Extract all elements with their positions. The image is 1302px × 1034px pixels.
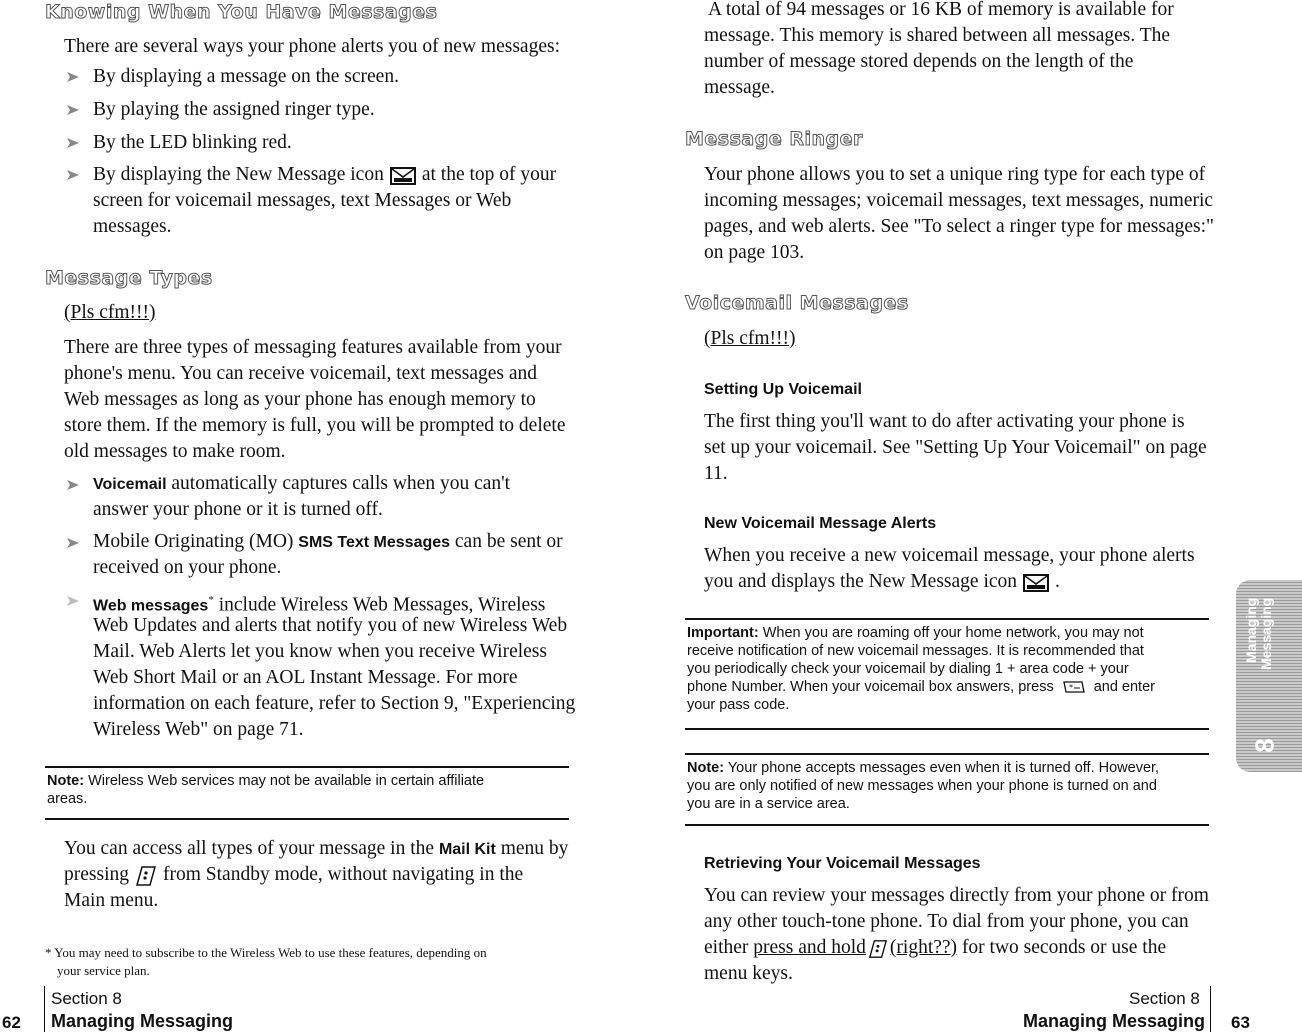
- memory-line: A total of 94 messages or 16 KB of memory is available for: [708, 0, 1174, 20]
- note-box: [685, 753, 1209, 826]
- star-key-icon: [1062, 679, 1086, 695]
- confirm-note: (Pls cfm!!!): [704, 328, 796, 349]
- alert4-text-d: messages.: [93, 216, 172, 237]
- access-text-c: pressing: [64, 864, 129, 885]
- setup-line: set up your voicemail. See "Setting Up Your Voicemail" on page: [704, 437, 1207, 458]
- alert4-text-b: at the top of your: [421, 164, 557, 185]
- alert-item: By the LED blinking red.: [93, 132, 292, 153]
- note-text: you are only notified of new messages when your phone is turned on and: [687, 778, 1157, 794]
- type3-line: Web Short Mail or an AOL Instant Message. For more: [93, 667, 518, 688]
- term-sms-text-messages: SMS Text Messages: [298, 534, 451, 551]
- note-text: Wireless Web services may not be available in certain affiliate: [88, 773, 485, 789]
- thumb-tab-label: [1244, 598, 1284, 698]
- types-paragraph-line: store them. If the memory is full, you will be prompted to delete: [64, 415, 566, 436]
- type3-line: Wireless Web" on page 71.: [93, 719, 304, 740]
- svg-text:*: *: [1068, 683, 1073, 693]
- alerts-text-b: you and displays the New Message icon: [704, 571, 1018, 592]
- important-label: Important:: [687, 625, 759, 641]
- important-text: When you are roaming off your home network, you may not: [762, 625, 1144, 641]
- alert4-text-c: screen for voicemail messages, text Messages or Web: [93, 190, 512, 211]
- retrieve-text: either: [704, 937, 749, 958]
- page-number: 63: [1231, 1013, 1250, 1032]
- ringer-line: incoming messages; voicemail messages, text messages, numeric: [704, 190, 1214, 211]
- type3-line: Mail. Web Alerts let you know when you receive Wireless: [93, 641, 547, 662]
- thumb-tab-number: 8: [1249, 738, 1280, 753]
- ringer-line: Your phone allows you to set a unique ring type for each type of: [704, 164, 1206, 185]
- alert-item-new-message-icon: [93, 162, 573, 188]
- ringer-line: pages, and web alerts. See "To select a ringer type for messages:": [704, 216, 1214, 237]
- bullet-arrow-icon: [66, 168, 80, 182]
- retrieve-line: menu keys.: [704, 963, 793, 984]
- important-text-e: and enter: [1093, 679, 1155, 695]
- footnote-marker: *: [208, 594, 214, 606]
- subhead-new-voicemail-alerts: New Voicemail Message Alerts: [704, 515, 937, 532]
- access-text-line2: [64, 862, 523, 888]
- type2-text: Mobile Originating (MO): [93, 531, 294, 552]
- retrieve-line: any other touch-tone phone. To dial from your phone, you can: [704, 911, 1189, 932]
- type3-line: information on each feature, refer to Section 9, "Experiencing: [93, 693, 576, 714]
- types-paragraph-line: Web messages as long as your phone has enough memory to: [64, 389, 536, 410]
- note-box: [45, 766, 569, 820]
- term-web-messages: Web messages: [93, 597, 209, 615]
- alert-item: By displaying a message on the screen.: [93, 66, 399, 87]
- types-paragraph-line: phone's menu. You can receive voicemail, text messages and: [64, 363, 538, 384]
- footer-divider: [44, 986, 45, 1032]
- retrieve-line: You can review your messages directly from your phone or from: [704, 885, 1209, 906]
- note-text-b: areas.: [47, 791, 88, 807]
- retrieve-underlined: press and hold: [753, 937, 866, 958]
- type1-text-b: answer your phone or it is turned off.: [93, 499, 383, 520]
- footer-title: Managing Messaging: [51, 1011, 234, 1031]
- access-text-a: You can access all types of your message in the: [64, 838, 435, 859]
- important-box: [685, 618, 1209, 730]
- alerts-line-icon: [704, 569, 1060, 595]
- footnote-line: * You may need to subscribe to the Wireless Web to use these features, depending on: [45, 945, 487, 960]
- type1-text: automatically captures calls when you can't: [171, 473, 511, 494]
- type3-text: include Wireless Web Messages, Wireless: [218, 594, 546, 616]
- access-text-e: Main menu.: [64, 890, 159, 911]
- alert4-text-a: By displaying the New Message icon: [93, 164, 384, 185]
- type-sms: [93, 529, 563, 556]
- heading-knowing-messages: Knowing When You Have Messages: [45, 1, 438, 23]
- access-text-b: menu by: [500, 838, 569, 859]
- type-voicemail: [93, 471, 510, 498]
- new-message-icon: [390, 167, 416, 185]
- retrieve-line-icon: [704, 935, 1166, 961]
- type2-text-c: received on your phone.: [93, 557, 282, 578]
- important-text-f: your pass code.: [687, 697, 790, 713]
- subhead-retrieving-voicemail: Retrieving Your Voicemail Messages: [704, 855, 981, 872]
- note-label: Note:: [47, 773, 85, 789]
- subhead-setting-up-voicemail: Setting Up Voicemail: [704, 381, 862, 398]
- memory-line: number of message stored depends on the length of the: [704, 51, 1134, 72]
- footer-title: Managing Messaging: [1023, 1011, 1206, 1031]
- bullet-arrow-icon: [66, 478, 80, 492]
- menu-key-icon: [868, 938, 888, 960]
- memory-line: message.: [704, 77, 775, 98]
- setup-line: 11.: [704, 463, 728, 484]
- note-label: Note:: [687, 760, 725, 776]
- heading-voicemail-messages: Voicemail Messages: [685, 292, 909, 314]
- alerts-line: When you receive a new voicemail message, your phone alerts: [704, 545, 1195, 566]
- new-message-icon: [1023, 574, 1049, 592]
- footer-section: Section 8: [1129, 989, 1200, 1008]
- bullet-arrow-icon: [66, 594, 80, 608]
- footer-section: Section 8: [51, 989, 122, 1008]
- important-text: you periodically check your voicemail by dialing 1 + area code + your: [687, 661, 1129, 677]
- setup-line: The first thing you'll want to do after activating your phone is: [704, 411, 1185, 432]
- bullet-arrow-icon: [66, 70, 80, 84]
- access-text-d: from Standby mode, without navigating in the: [163, 864, 524, 885]
- alert-item: By playing the assigned ringer type.: [93, 99, 375, 120]
- access-text: [64, 836, 568, 863]
- term-voicemail: Voicemail: [93, 476, 167, 493]
- footer-divider: [1210, 986, 1211, 1032]
- bullet-arrow-icon: [66, 103, 80, 117]
- term-mail-kit: Mail Kit: [438, 841, 496, 858]
- note-text: you are in a service area.: [687, 796, 850, 812]
- heading-message-ringer: Message Ringer: [685, 128, 863, 150]
- menu-key-icon: [135, 865, 157, 887]
- retrieve-text-c4: for two seconds or use the: [961, 937, 1167, 958]
- types-paragraph-line: old messages to make room.: [64, 441, 286, 462]
- types-paragraph-line: There are three types of messaging features available from your: [64, 337, 562, 358]
- bullet-arrow-icon: [66, 136, 80, 150]
- bullet-arrow-icon: [66, 536, 80, 550]
- important-text: receive notification of new voicemail messages. It is recommended that: [687, 643, 1144, 659]
- type3-line: Web Updates and alerts that notify you of new Wireless Web: [93, 615, 568, 636]
- footnote-line: your service plan.: [57, 963, 150, 978]
- retrieve-question: (right??): [889, 937, 958, 958]
- ringer-line: on page 103.: [704, 242, 805, 263]
- thumb-tab-label-line2: Messaging: [1258, 598, 1274, 671]
- important-text-d: phone Number. When your voicemail box answers, press: [687, 679, 1054, 695]
- page-number: 62: [2, 1013, 21, 1032]
- note-text: Your phone accepts messages even when it is turned off. However,: [727, 760, 1160, 776]
- right-page: [651, 0, 1302, 1034]
- thumb-tab-label-line1: Managing: [1243, 598, 1259, 664]
- intro-text: There are several ways your phone alerts you of new messages:: [64, 36, 560, 57]
- memory-line: message. This memory is shared between all messages. The: [704, 25, 1171, 46]
- heading-message-types: Message Types: [45, 267, 213, 289]
- alerts-text-c: .: [1055, 571, 1060, 592]
- type2-text-b: can be sent or: [454, 531, 563, 552]
- confirm-note: (Pls cfm!!!): [64, 302, 156, 323]
